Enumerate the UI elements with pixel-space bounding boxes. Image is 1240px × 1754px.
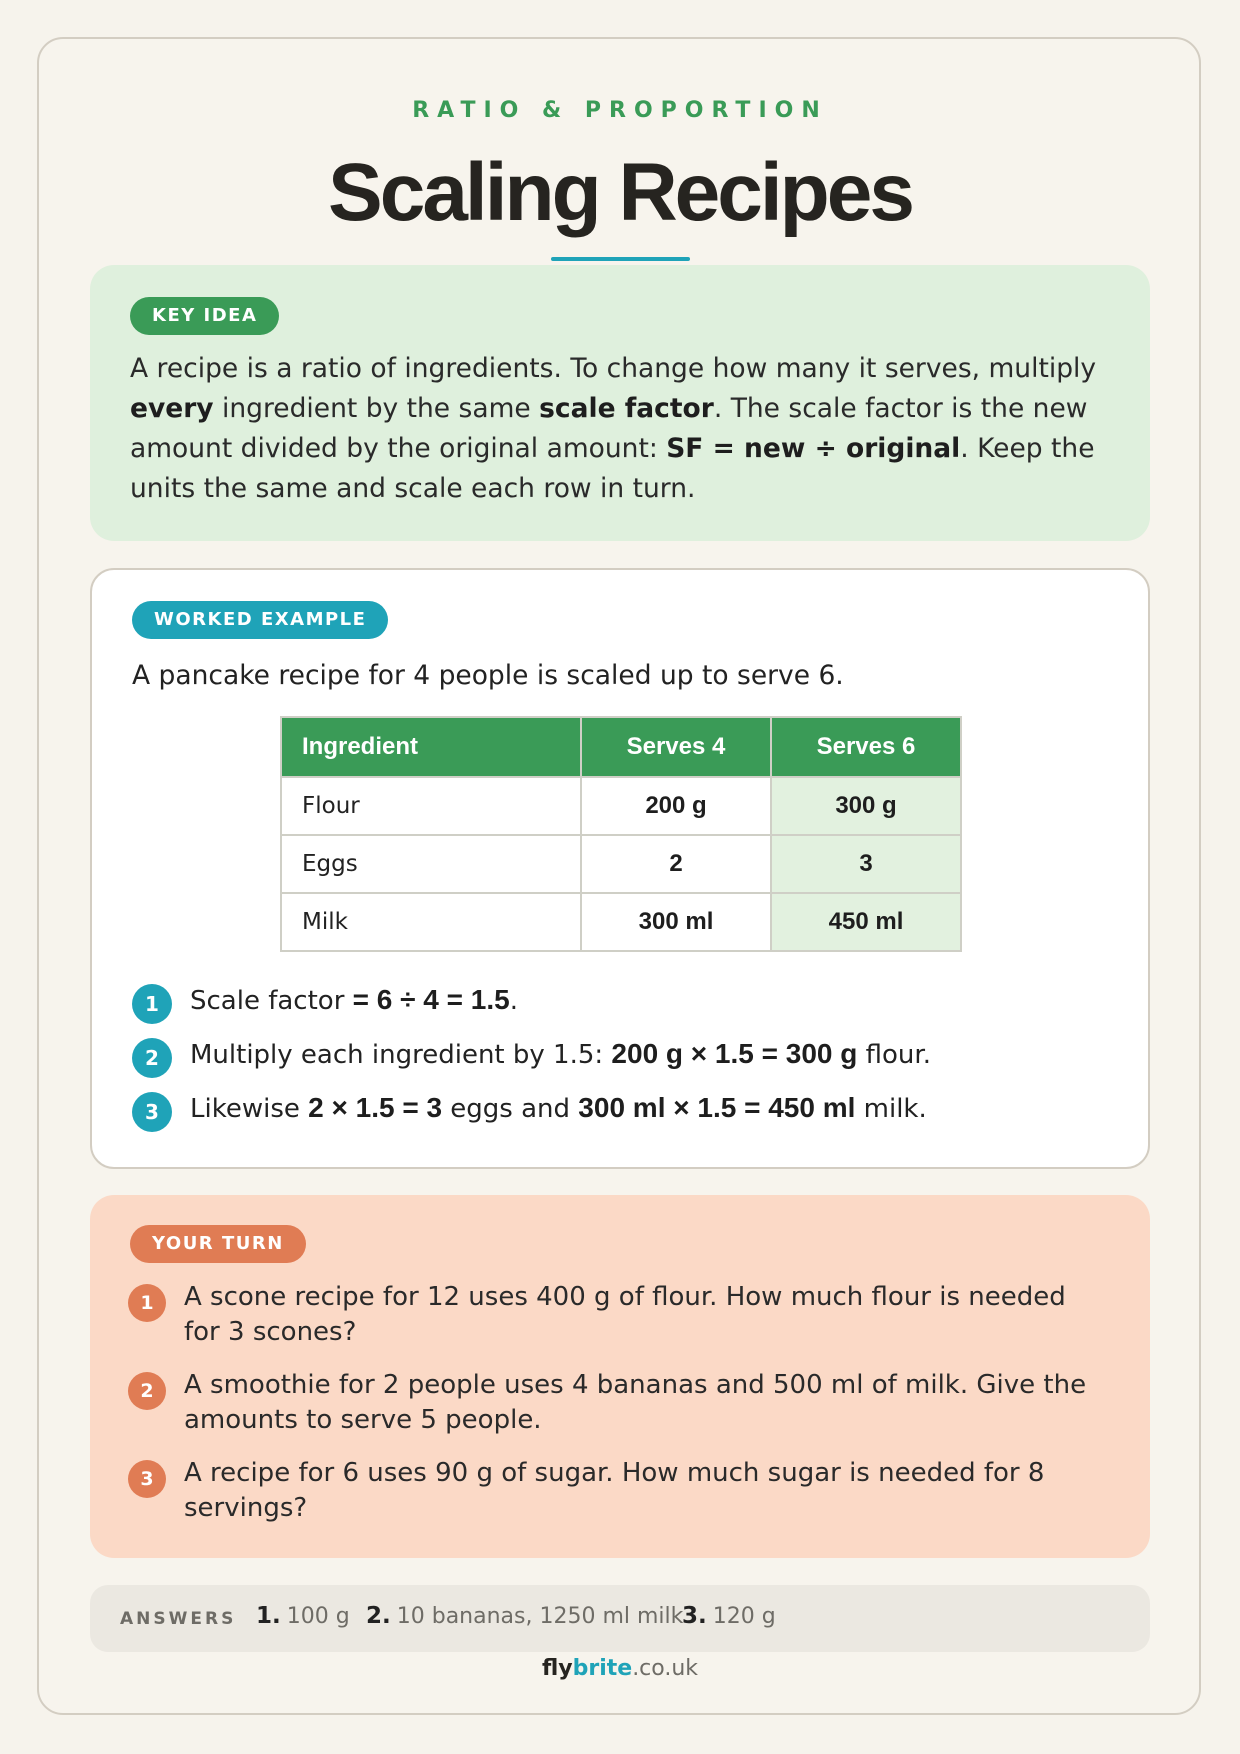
question-text: A scone recipe for 12 uses 400 g of flour. How much flour is needed for 3 scones? [184,1282,1066,1347]
answer-item: 3. 120 g [682,1603,776,1629]
question-text: A smoothie for 2 people uses 4 bananas and 500 ml of milk. Give the amounts to serve 5 people. [184,1370,1087,1435]
question-item [128,1368,1088,1438]
table-cell: 2 [581,835,771,893]
step-text: Scale factor = 6 ÷ 4 = 1.5. [190,984,518,1016]
step-number: 1 [132,984,172,1024]
table-cell: 450 ml [771,893,961,951]
question-list [128,1280,1088,1544]
title-underline [551,257,690,261]
column-header: Serves 6 [771,717,961,777]
table-row [281,893,961,951]
key-idea-card [90,265,1150,541]
step-item [132,1088,1122,1142]
step-text: Likewise 2 × 1.5 = 3 eggs and 300 ml × 1.5 = 450 ml milk. [190,1092,927,1124]
column-header: Serves 4 [581,717,771,777]
step-text: Multiply each ingredient by 1.5: 200 g × 1.5 = 300 g flour. [190,1038,931,1070]
question-item [128,1280,1088,1350]
question-number: 3 [128,1460,166,1498]
answer-item: 2. 10 bananas, 1250 ml milk [366,1603,684,1629]
worked-example-card [90,568,1150,1169]
step-number: 3 [132,1092,172,1132]
table-cell: 300 g [771,777,961,835]
table-cell: 200 g [581,777,771,835]
recipe-table [280,716,962,952]
table-cell: Flour [281,777,581,835]
answer-item: 1. 100 g [256,1603,350,1629]
step-number: 2 [132,1038,172,1078]
table-row [281,777,961,835]
answers-label: ANSWERS [120,1609,237,1629]
answers-bar [90,1585,1150,1652]
table-row [281,835,961,893]
question-item [128,1456,1088,1526]
question-number: 2 [128,1372,166,1410]
your-turn-card [90,1195,1150,1558]
key-idea-text: A recipe is a ratio of ingredients. To change how many it serves, multiply every ingredient by the same scale factor. The scale factor is the new amount divided by the original amount: SF = new ÷ original. Keep the units the same and scale each row in turn. [130,353,1097,504]
table-cell: Milk [281,893,581,951]
worked-example-badge: WORKED EXAMPLE [132,601,388,639]
table-cell: 3 [771,835,961,893]
table-header-row [281,717,961,777]
question-text: A recipe for 6 uses 90 g of sugar. How much sugar is needed for 8 servings? [184,1458,1045,1523]
worked-steps [132,980,1122,1142]
column-header: Ingredient [281,717,581,777]
question-number: 1 [128,1284,166,1322]
table-cell: Eggs [281,835,581,893]
step-item [132,1034,1122,1088]
your-turn-badge: YOUR TURN [130,1225,306,1263]
step-item [132,980,1122,1034]
topic-subtitle: RATIO & PROPORTION [412,98,828,123]
brand-footer: flybrite.co.uk [541,1656,699,1681]
worked-example-intro: A pancake recipe for 4 people is scaled up to serve 6. [132,660,844,691]
table-cell: 300 ml [581,893,771,951]
key-idea-badge: KEY IDEA [130,297,279,335]
page-title: Scaling Recipes [328,147,912,238]
